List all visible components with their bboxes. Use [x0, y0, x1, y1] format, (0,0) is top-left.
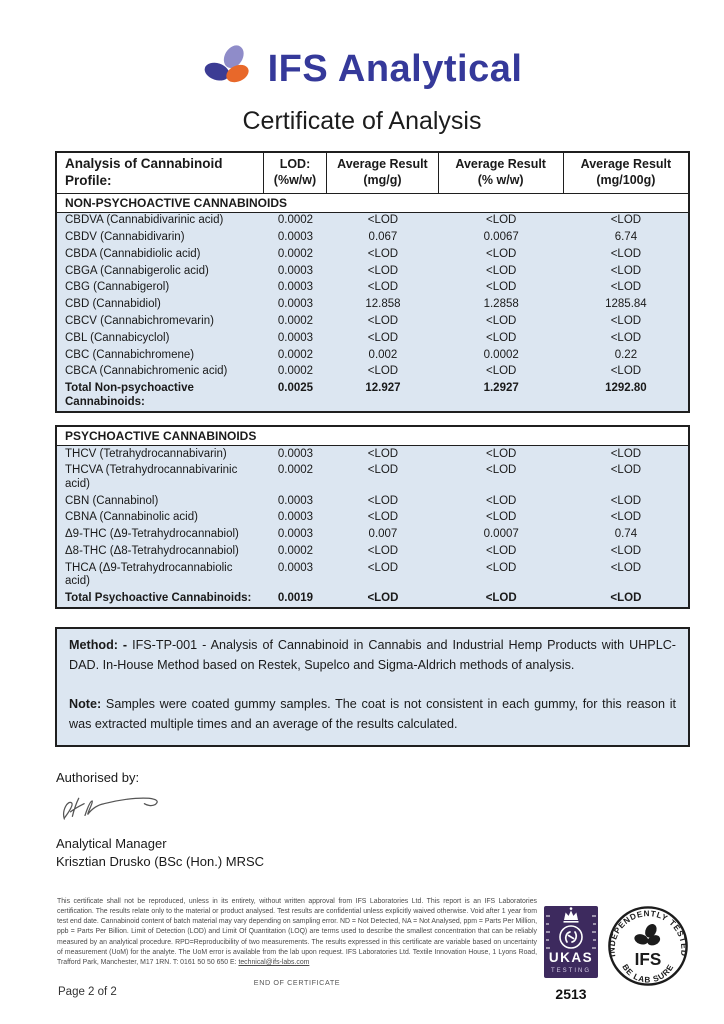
analyte-name: Total Psychoactive Cannabinoids:	[65, 592, 252, 605]
table-row	[57, 280, 688, 297]
analyte-value: 6.74	[614, 231, 638, 244]
table-row	[57, 330, 688, 347]
authorised-label: Authorised by:	[56, 769, 140, 785]
analyte-value: <LOD	[486, 447, 517, 460]
analyte-name: CBNA (Cannabinolic acid)	[65, 511, 198, 524]
svg-text:BE LAB SURE: BE LAB SURE	[620, 962, 676, 985]
analyte-value: <LOD	[610, 494, 642, 507]
analyte-value: 12.858	[365, 298, 401, 311]
method-note-box	[55, 627, 690, 747]
ukas-testing-logo-icon	[544, 906, 598, 978]
legal-fine-print: This certificate shall not be reproduced, unless in its entirety, without written approval from IFS Laboratories Ltd. This report is an IFS Laboratories certification. The results relate only to the material or product analysed. Test results are confidential unless explicitly waived otherwise. Void after 1 year from test end date. Cannabinoid content of batch material may vary depending on sampling error. ND = Not Detected, NA = Not Analysed, ppm = Parts Per Million, ppb = Parts Per Billion. Limit of Detection (LOD) and Limit Of Quantitation (LOQ) are terms used to describe the smallest concentration that can be reliably measured by an analytical procedure. RPD=Reproducibility of two measurements. The results expressed in this certificate are variable based on uncertainty of measurement (UoM) for the analyte. The UoM error is available from the lab upon request. IFS Laboratories Ltd. Textile Innovation House, 1 Lyons Road, Trafford Park, Manchester, M17 1RN. T: 0161 50 50 650 E: technical@ifs-labs.com	[57, 898, 537, 966]
analyte-value: <LOD	[610, 365, 642, 378]
analyte-name: CBGA (Cannabigerolic acid)	[65, 264, 209, 277]
analyte-value: 0.0003	[277, 561, 314, 574]
analyte-value: 1285.84	[605, 298, 647, 311]
analyte-name: Total Non-psychoactive Cannabinoids:	[65, 382, 194, 408]
analyte-value: 0.0002	[277, 365, 314, 378]
brand-row	[0, 42, 724, 97]
analyte-name: CBDVA (Cannabidivarinic acid)	[65, 214, 224, 227]
analyte-name: CBD (Cannabidiol)	[65, 298, 161, 311]
analyte-value: 0.0002	[277, 545, 314, 558]
analyte-value: <LOD	[367, 561, 399, 574]
analyte-value: <LOD	[367, 592, 399, 605]
analyte-value: 0.0003	[277, 298, 314, 311]
analyte-value: <LOD	[367, 281, 399, 294]
analyte-value: <LOD	[367, 464, 399, 477]
ifs-trefoil-logo-icon	[202, 42, 258, 97]
spacer	[69, 676, 676, 695]
analyte-value: <LOD	[367, 214, 399, 227]
analyte-value: <LOD	[486, 365, 517, 378]
analyte-value: <LOD	[486, 247, 517, 260]
analyte-value: 0.0007	[483, 528, 519, 541]
analyte-value: 12.927	[365, 382, 401, 395]
analyte-value: <LOD	[486, 545, 517, 558]
analyte-name: CBDV (Cannabidivarin)	[65, 231, 185, 244]
analyte-name: CBN (Cannabinol)	[65, 494, 159, 507]
analyte-value: 0.0002	[277, 315, 314, 328]
table-row	[57, 297, 688, 314]
analyte-value: 0.0019	[277, 592, 314, 605]
analyte-name: Δ8-THC (Δ8-Tetrahydrocannabiol)	[65, 545, 239, 558]
analyte-value: <LOD	[610, 247, 642, 260]
contact-email-link[interactable]: technical@ifs-labs.com	[238, 958, 310, 966]
analyte-value: 0.0003	[277, 511, 314, 524]
analyte-value: <LOD	[610, 464, 642, 477]
analyte-value: <LOD	[367, 494, 399, 507]
analyte-value: <LOD	[486, 511, 517, 524]
analyte-name: CBC (Cannabichromene)	[65, 348, 195, 361]
table-row	[57, 213, 688, 230]
analyte-name: CBDA (Cannabidiolic acid)	[65, 247, 201, 260]
analyte-value: 0.002	[368, 348, 398, 361]
analyte-value: 0.0003	[277, 447, 314, 460]
analyte-value: <LOD	[367, 447, 399, 460]
analyte-value: <LOD	[486, 494, 517, 507]
analyte-value: <LOD	[610, 447, 642, 460]
analyte-value: <LOD	[486, 264, 517, 277]
page-title: Certificate of Analysis	[242, 107, 482, 135]
column-header-mg-100g: Average Result (mg/100g)	[580, 157, 672, 187]
ukas-lab-number: 2513	[555, 986, 587, 1002]
table-row	[57, 313, 688, 330]
end-of-certificate-label: END OF CERTIFICATE	[253, 978, 341, 987]
analyte-value: 0.0002	[277, 464, 314, 477]
analyte-value: <LOD	[367, 247, 399, 260]
analyte-value: 0.0003	[277, 231, 314, 244]
analyte-value: 0.0003	[277, 331, 314, 344]
analyte-value: <LOD	[610, 315, 642, 328]
analyte-name: CBCV (Cannabichromevarin)	[65, 315, 214, 328]
svg-text:IFS: IFS	[634, 949, 662, 970]
analyte-value: 0.0003	[277, 264, 314, 277]
analyte-value: <LOD	[367, 315, 399, 328]
analyte-value: 0.0003	[277, 281, 314, 294]
analyte-value: <LOD	[610, 561, 642, 574]
analyte-value: 0.007	[368, 528, 398, 541]
table-body-non-psychoactive	[57, 213, 688, 411]
table-total-row	[57, 591, 688, 608]
table-row	[57, 263, 688, 280]
analyte-value: <LOD	[486, 281, 517, 294]
analyte-value: <LOD	[610, 511, 642, 524]
analyte-value: 1.2858	[483, 298, 519, 311]
analyte-value: <LOD	[367, 545, 399, 558]
ifs-stamp-icon	[608, 906, 688, 991]
ukas-accreditation-block	[544, 906, 598, 1002]
analyte-value: 0.0002	[277, 247, 314, 260]
table-row	[57, 560, 688, 590]
analyte-value: 0.0003	[277, 528, 314, 541]
analyte-value: <LOD	[367, 365, 399, 378]
svg-text:UKAS: UKAS	[548, 950, 594, 965]
brand-title: IFS Analytical	[267, 48, 523, 90]
analyte-value: 0.0003	[277, 494, 314, 507]
analyte-value: <LOD	[486, 315, 517, 328]
table-total-row	[57, 381, 688, 411]
analyte-value: <LOD	[610, 331, 642, 344]
svg-text:INDEPENDENTLY TESTED: INDEPENDENTLY TESTED	[608, 909, 688, 958]
analyte-name: THCV (Tetrahydrocannabivarin)	[65, 447, 227, 460]
analyte-value: 0.0002	[277, 348, 314, 361]
analyte-value: 0.0002	[483, 348, 519, 361]
analyte-value: <LOD	[486, 561, 517, 574]
analyte-value: 0.067	[368, 231, 398, 244]
signature-icon	[54, 792, 724, 833]
analyte-value: <LOD	[610, 264, 642, 277]
table-row	[57, 446, 688, 463]
column-header-pct-ww: Average Result (% w/w)	[439, 153, 564, 193]
analyte-name: CBG (Cannabigerol)	[65, 281, 170, 294]
analyte-name: THCVA (Tetrahydrocannabivarinic acid)	[65, 464, 238, 490]
analyte-value: 0.0067	[483, 231, 519, 244]
analyte-name: CBL (Cannabicyclol)	[65, 331, 170, 344]
analyte-value: 0.22	[614, 348, 638, 361]
column-header-mg-g: Average Result (mg/g)	[327, 153, 438, 193]
analyte-value: 0.74	[614, 528, 638, 541]
analyte-name: THCA (Δ9-Tetrahydrocannabiolic acid)	[65, 561, 233, 588]
analyte-value: <LOD	[485, 592, 517, 605]
authorised-block	[56, 769, 724, 870]
analyte-name: CBCA (Cannabichromenic acid)	[65, 365, 228, 378]
cannabinoid-table-non-psychoactive	[55, 151, 690, 413]
authorised-name: Krisztian Drusko (BSc (Hon.) MRSC	[56, 853, 265, 869]
table-row	[57, 364, 688, 381]
table-row	[57, 527, 688, 544]
column-header-lod: LOD: (%w/w)	[264, 153, 328, 193]
table-row	[57, 463, 688, 493]
analyte-value: <LOD	[367, 264, 399, 277]
page-number: Page 2 of 2	[58, 986, 117, 998]
table-row	[57, 246, 688, 263]
analyte-value: <LOD	[367, 331, 399, 344]
table-header-row	[57, 153, 688, 194]
table-row	[57, 347, 688, 364]
authorised-role: Analytical Manager	[56, 836, 167, 852]
cannabinoid-table-psychoactive	[55, 425, 690, 609]
analyte-value: <LOD	[610, 214, 642, 227]
analyte-value: 1.2927	[483, 382, 519, 395]
note-paragraph: Note: Samples were coated gummy samples. The coat is not consistent in each gummy, for this reason it was extracted multiple times and an average of the results calculated.	[69, 697, 676, 732]
table-row	[57, 230, 688, 247]
analyte-value: 0.0002	[277, 214, 314, 227]
table-row	[57, 510, 688, 527]
analyte-value: 0.0025	[277, 382, 314, 395]
analyte-value: <LOD	[610, 592, 642, 605]
analyte-value: <LOD	[610, 545, 642, 558]
table-body-psychoactive	[57, 446, 688, 607]
analyte-value: <LOD	[486, 464, 517, 477]
table-row	[57, 493, 688, 510]
svg-text:TESTING: TESTING	[550, 968, 592, 974]
analyte-name: Δ9-THC (Δ9-Tetrahydrocannabiol)	[65, 528, 239, 541]
method-paragraph: Method: - IFS-TP-001 - Analysis of Cannabinoid in Cannabis and Industrial Hemp Products with UHPLC-DAD. In-House Method based on Restek, Supelco and Sigma-Aldrich methods of analysis.	[69, 638, 677, 673]
analyte-value: <LOD	[486, 331, 517, 344]
table-row	[57, 543, 688, 560]
section-header-psychoactive: PSYCHOACTIVE CANNABINOIDS	[57, 427, 688, 446]
analyte-value: 1292.80	[605, 382, 647, 395]
header	[0, 0, 724, 136]
section-header-non-psychoactive: NON-PSYCHOACTIVE CANNABINOIDS	[57, 194, 688, 213]
analyte-value: <LOD	[610, 281, 642, 294]
analyte-value: <LOD	[486, 214, 517, 227]
analyte-value: <LOD	[367, 511, 399, 524]
column-header-profile: Analysis of Cannabinoid Profile:	[57, 153, 264, 193]
